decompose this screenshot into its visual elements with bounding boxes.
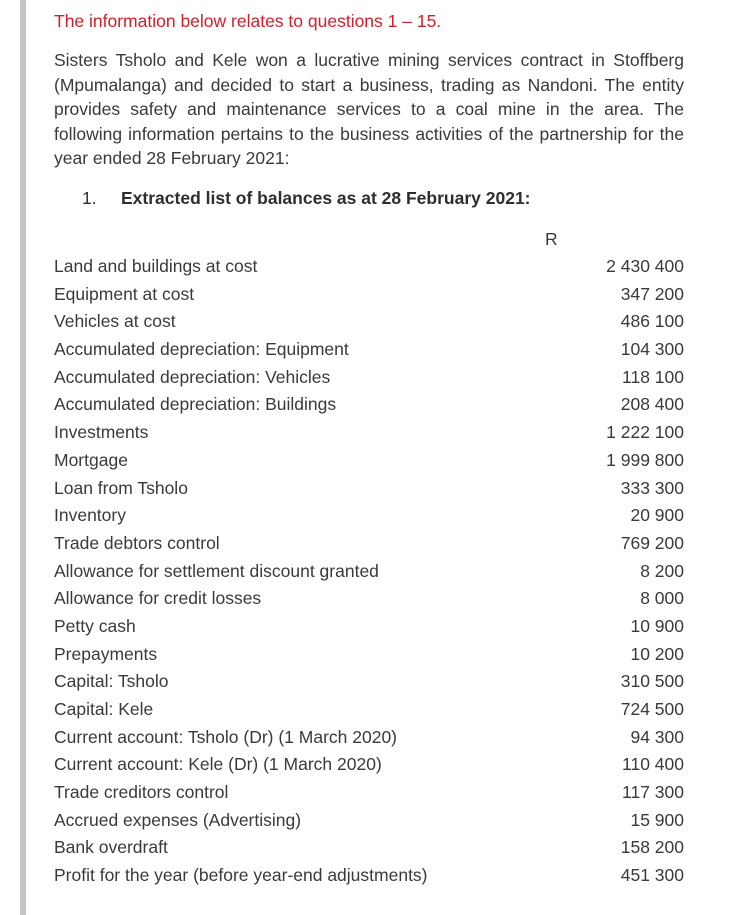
balance-row (54, 724, 684, 752)
balance-amount: 769 200 (620, 532, 684, 553)
balance-amount: 208 400 (620, 394, 684, 415)
intro-paragraph: Sisters Tsholo and Kele won a lucrative mining services contract in Stoffberg (Mpumalanga) and decided to start a business, trading as Nandoni. The entity provides safety and maintenance services to a coal mine in the area. The following information pertains to the business activities of the partnership for the year ended 28 February 2021: (54, 50, 684, 168)
balance-label: Allowance for credit losses (54, 588, 262, 609)
balance-row (54, 253, 684, 281)
questions-heading: The information below relates to questions 1 – 15. (54, 11, 442, 31)
balance-row (54, 419, 684, 447)
balance-amount: 333 300 (620, 477, 684, 498)
balance-label: Current account: Kele (Dr) (1 March 2020) (54, 754, 382, 775)
balance-label: Land and buildings at cost (54, 256, 258, 276)
balance-amount: 10 200 (630, 643, 684, 664)
balance-row (54, 364, 684, 392)
balance-label: Loan from Tsholo (54, 477, 188, 498)
balance-amount: 347 200 (620, 283, 684, 304)
balance-row (54, 696, 684, 724)
balance-label: Mortgage (54, 449, 128, 470)
balance-label: Inventory (54, 505, 126, 526)
balance-row (54, 641, 684, 669)
balance-label: Vehicles at cost (54, 311, 176, 332)
balance-amount: 724 500 (620, 699, 684, 719)
balance-amount: 104 300 (620, 339, 684, 360)
currency-column-header: R (545, 229, 558, 249)
section-number: 1. (82, 188, 97, 208)
balance-amount: 310 500 (620, 671, 684, 692)
balance-label: Capital: Tsholo (54, 671, 169, 692)
balance-row (54, 558, 684, 586)
balance-label: Accumulated depreciation: Equipment (54, 339, 349, 360)
left-margin-bar (20, 0, 26, 915)
balance-label: Petty cash (54, 615, 136, 636)
balance-amount: 10 900 (630, 615, 684, 636)
balance-label: Trade creditors control (54, 782, 229, 803)
balance-label: Capital: Kele (54, 699, 154, 719)
balance-row (54, 585, 684, 613)
balance-row (54, 613, 684, 641)
balances-list (54, 253, 684, 890)
balance-row (54, 281, 684, 309)
balance-amount: 118 100 (622, 366, 684, 387)
balance-amount: 20 900 (630, 505, 684, 526)
balance-label: Prepayments (54, 643, 158, 664)
balance-label: Allowance for settlement discount granted (54, 560, 379, 581)
balance-amount: 1 222 100 (606, 422, 684, 443)
section-heading (82, 188, 531, 209)
balance-amount: 8 200 (640, 560, 684, 581)
balance-label: Equipment at cost (54, 283, 195, 304)
balance-amount: 1 999 800 (606, 449, 684, 470)
balance-row (54, 502, 684, 530)
balance-amount: 15 900 (630, 809, 684, 830)
balance-amount: 117 300 (622, 782, 684, 803)
balance-row (54, 391, 684, 419)
balance-row (54, 447, 684, 475)
balance-label: Accumulated depreciation: Buildings (54, 394, 337, 415)
balance-amount: 2 430 400 (606, 256, 684, 276)
balance-label: Investments (54, 422, 149, 443)
balance-row (54, 807, 684, 835)
balance-row (54, 530, 684, 558)
balance-label: Bank overdraft (54, 837, 168, 858)
balance-amount: 451 300 (620, 865, 684, 886)
balance-label: Accrued expenses (Advertising) (54, 809, 302, 830)
balance-row (54, 308, 684, 336)
balance-row (54, 475, 684, 503)
balance-amount: 158 200 (620, 837, 684, 858)
balance-label: Trade debtors control (54, 532, 220, 553)
balance-row (54, 751, 684, 779)
balance-amount: 94 300 (630, 726, 684, 747)
balance-row (54, 336, 684, 364)
balance-row (54, 779, 684, 807)
balance-row (54, 834, 684, 862)
balance-row (54, 862, 684, 890)
balance-amount: 110 400 (622, 754, 684, 775)
section-title: Extracted list of balances as at 28 February 2021: (121, 188, 531, 208)
balance-label: Current account: Tsholo (Dr) (1 March 2020) (54, 726, 398, 747)
balance-label: Profit for the year (before year-end adjustments) (54, 865, 428, 886)
balance-amount: 8 000 (640, 588, 684, 609)
balance-row (54, 668, 684, 696)
balance-label: Accumulated depreciation: Vehicles (54, 366, 331, 387)
balance-amount: 486 100 (620, 311, 684, 332)
